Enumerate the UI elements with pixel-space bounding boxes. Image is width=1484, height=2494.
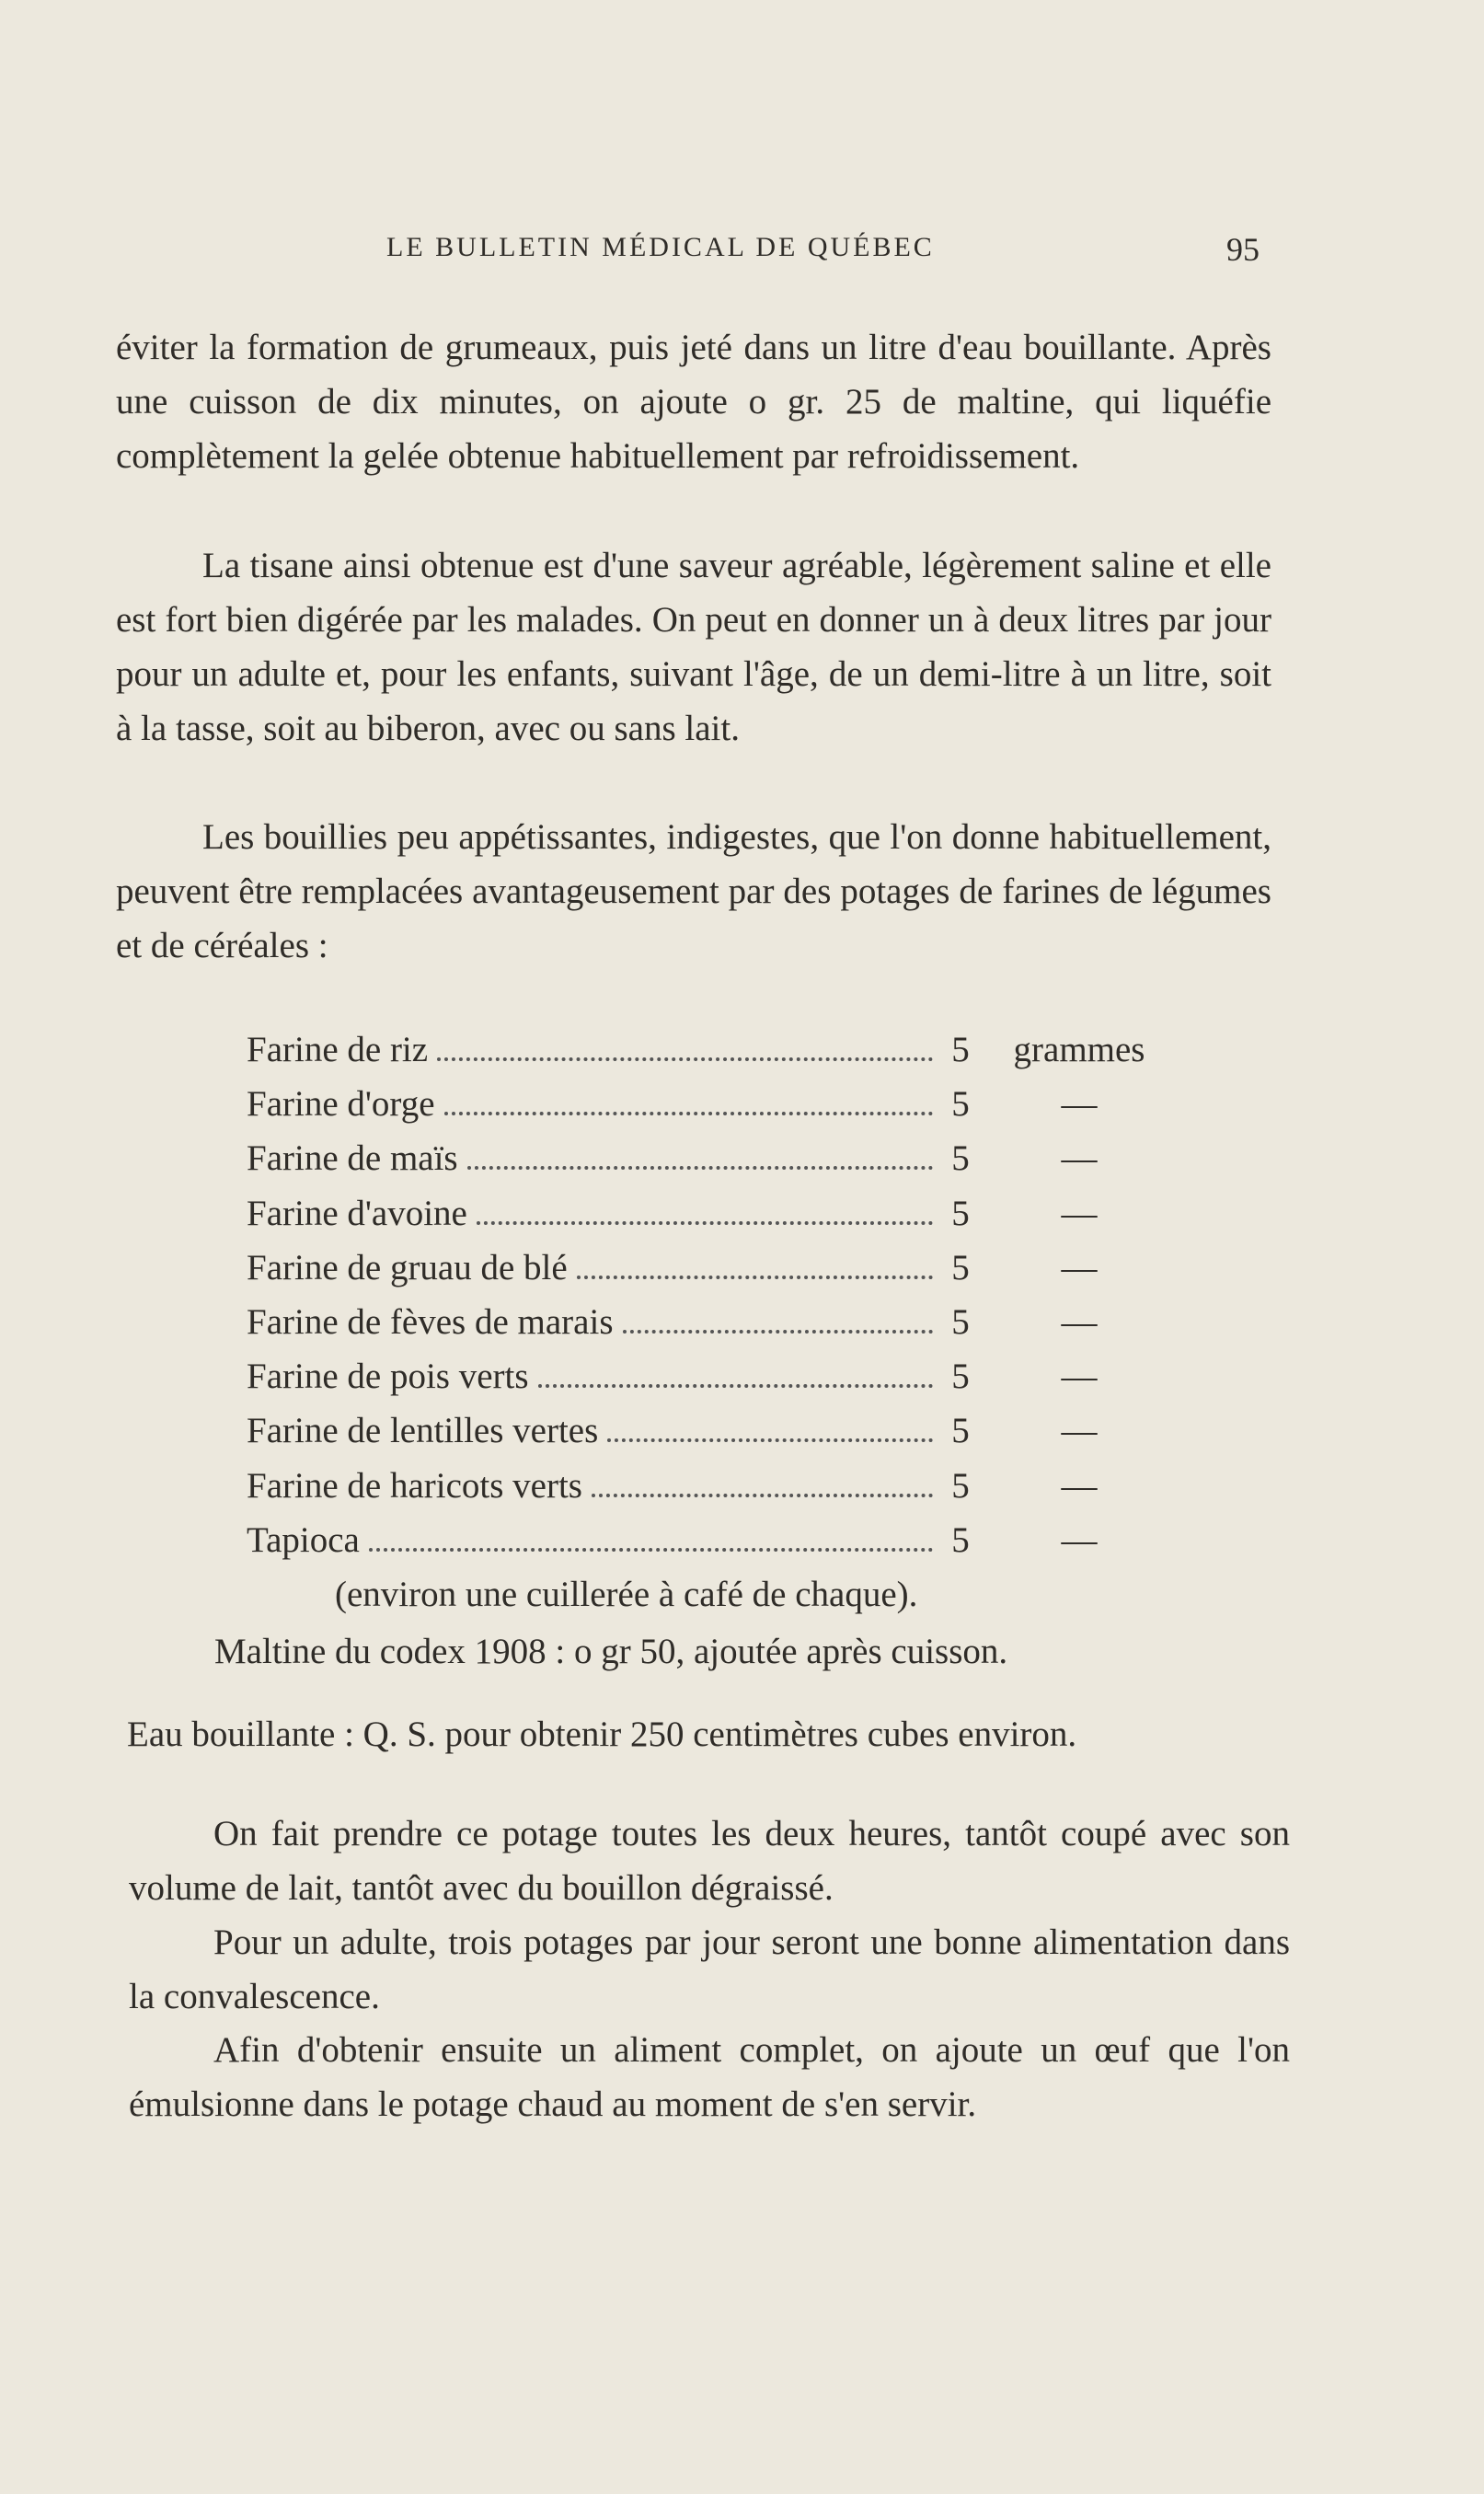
ingredient-name: Farine d'orge <box>247 1084 435 1125</box>
page-number: 95 <box>1226 231 1260 268</box>
ingredient-unit: — <box>1061 1247 1098 1287</box>
ingredient-qty: 5 <box>951 1138 970 1179</box>
ingredient-unit: grammes <box>1013 1030 1145 1069</box>
ingredient-name: Farine d'avoine <box>247 1193 467 1233</box>
leader-dots <box>607 1438 933 1442</box>
paragraph-5: Pour un adulte, trois potages par jour seront une bonne alimentation dans la convalescence. <box>129 1922 1290 2016</box>
recipe-row <box>247 1193 1167 1247</box>
paragraph-3: Les bouillies peu appétissantes, indigestes, que l'on donne habituellement, peuvent être remplacées avantageusement par des potages de farines de légumes et de céréales : <box>116 817 1271 965</box>
ingredient-name: Farine de fèves de marais <box>247 1301 614 1342</box>
leader-dots <box>538 1384 933 1388</box>
running-head: LE BULLETIN MÉDICAL DE QUÉBEC <box>386 232 935 262</box>
ingredient-name: Farine de lentilles vertes <box>247 1411 599 1451</box>
recipe-row <box>247 1410 1167 1464</box>
recipe-note: (environ une cuillerée à café de chaque). <box>335 1575 918 1614</box>
ingredient-unit: — <box>1061 1138 1098 1179</box>
ingredient-name: Tapioca <box>247 1519 360 1560</box>
water-line: Eau bouillante : Q. S. pour obtenir 250 centimètres cubes environ. <box>127 1715 1077 1754</box>
ingredient-qty: 5 <box>951 1193 970 1233</box>
recipe-list <box>247 1029 1167 1574</box>
ingredient-name: Farine de gruau de blé <box>247 1247 568 1287</box>
ingredient-name: Farine de riz <box>247 1030 429 1069</box>
leader-dots <box>467 1166 933 1170</box>
recipe-row <box>247 1083 1167 1137</box>
leader-dots <box>369 1548 933 1552</box>
leader-dots <box>592 1494 933 1497</box>
ingredient-name: Farine de haricots verts <box>247 1465 582 1506</box>
ingredient-unit: — <box>1061 1084 1098 1125</box>
ingredient-qty: 5 <box>951 1465 970 1506</box>
recipe-row <box>247 1247 1167 1301</box>
leader-dots <box>444 1112 933 1115</box>
ingredient-unit: — <box>1061 1465 1098 1506</box>
ingredient-unit: — <box>1061 1411 1098 1451</box>
recipe-row <box>247 1137 1167 1192</box>
ingredient-qty: 5 <box>951 1301 970 1342</box>
recipe-row <box>247 1519 1167 1574</box>
ingredient-qty: 5 <box>951 1030 970 1069</box>
leader-dots <box>623 1330 934 1334</box>
paragraph-6: Afin d'obtenir ensuite un aliment complet, on ajoute un œuf que l'on émulsionne dans le potage chaud au moment de s'en servir. <box>129 2030 1290 2124</box>
ingredient-unit: — <box>1061 1301 1098 1342</box>
maltine-line: Maltine du codex 1908 : o gr 50, ajoutée après cuisson. <box>214 1632 1008 1671</box>
recipe-row <box>247 1029 1167 1083</box>
paragraph-2: La tisane ainsi obtenue est d'une saveur agréable, légèrement saline et elle est fort bien digérée par les malades. On peut en donner un à deux litres par jour pour un adulte et, pour les enfants, suivant l'âge, de un demi-litre à un litre, soit à la tasse, soit au biberon, avec ou sans lait. <box>116 546 1271 748</box>
ingredient-qty: 5 <box>951 1084 970 1125</box>
ingredient-qty: 5 <box>951 1411 970 1451</box>
leader-dots <box>577 1276 933 1279</box>
paragraph-1: éviter la formation de grumeaux, puis jeté dans un litre d'eau bouillante. Après une cuisson de dix minutes, on ajoute o gr. 25 de maltine, qui liquéfie complètement la gelée obtenue habituellement par refroidissement. <box>116 328 1271 476</box>
recipe-row <box>247 1465 1167 1519</box>
ingredient-name: Farine de maïs <box>247 1138 458 1179</box>
ingredient-qty: 5 <box>951 1247 970 1287</box>
ingredient-qty: 5 <box>951 1519 970 1560</box>
ingredient-unit: — <box>1061 1193 1098 1233</box>
paragraph-4: On fait prendre ce potage toutes les deux heures, tantôt coupé avec son volume de lait, tantôt avec du bouillon dégraissé. <box>129 1814 1290 1908</box>
leader-dots <box>477 1221 933 1225</box>
ingredient-unit: — <box>1061 1357 1098 1397</box>
ingredient-unit: — <box>1061 1519 1098 1560</box>
ingredient-name: Farine de pois verts <box>247 1357 529 1397</box>
leader-dots <box>437 1057 933 1061</box>
recipe-row <box>247 1301 1167 1356</box>
ingredient-qty: 5 <box>951 1357 970 1397</box>
recipe-row <box>247 1356 1167 1410</box>
